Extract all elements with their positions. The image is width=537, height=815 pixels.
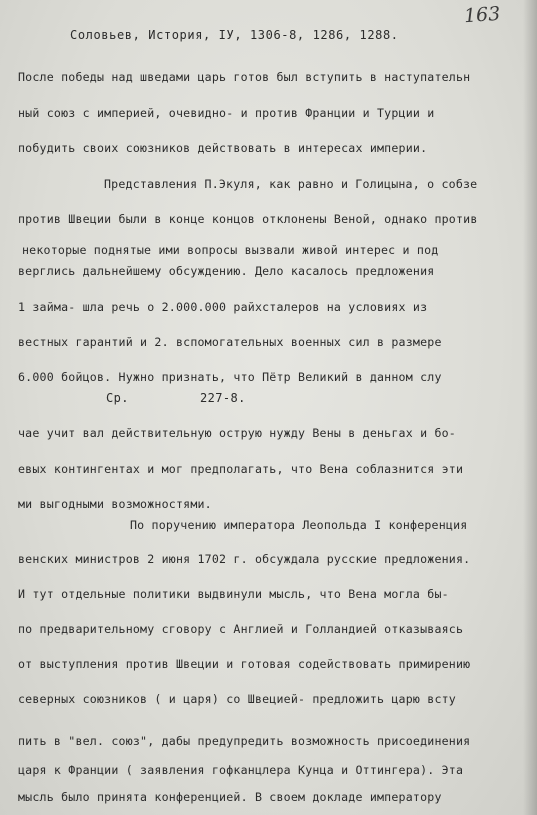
text-line: пить в "вел. союз", дабы предупредить возможность присоединения [18, 734, 471, 748]
text-line: северных союзников ( и царя) со Швецией- предложить царю всту [18, 692, 456, 706]
text-line: по предварительному сговору с Англией и Голландией отказываясь [18, 622, 464, 636]
text-line: По поручению императора Леопольда I конференция [130, 518, 468, 532]
text-line: И тут отдельные политики выдвинули мысль, что Вена могла бы- [18, 587, 449, 601]
reference-pages: 227-8. [200, 391, 246, 405]
text-line: некоторые поднятые ими вопросы вызвали живой интерес и под [22, 243, 439, 257]
source-heading: Соловьев, История, IУ, 1306-8, 1286, 1288. [70, 28, 399, 42]
text-line: 6.000 бойцов. Нужно признать, что Пётр Великий в данном слу [18, 370, 442, 384]
page-number: 163 [463, 2, 501, 28]
text-line: вестных гарантий и 2. вспомогательных военных сил в размере [18, 335, 442, 349]
text-line: венских министров 2 июня 1702 г. обсуждала русские предложения. [18, 552, 471, 566]
page-edge-shadow [523, 0, 537, 815]
text-line: ми выгодными возможностями. [18, 497, 212, 511]
text-line: верглись дальнейшему обсуждению. Дело касалось предложения [18, 264, 435, 278]
text-line: от выступления против Швеции и готовая содействовать примирению [18, 657, 471, 671]
text-line: мысль было принята конференцией. В своем докладе императору [18, 790, 442, 804]
text-line: евых контингентах и мог предполагать, что Вена соблазнится эти [18, 462, 464, 476]
text-line: 1 займа- шла речь о 2.000.000 райхсталеров на условиях из [18, 300, 428, 314]
text-line: царя к Франции ( заявления гофканцлера Кунца и Оттингера). Эта [18, 763, 464, 777]
text-line: После победы над шведами царь готов был вступить в наступательн [18, 70, 471, 84]
text-line: ный союз с империей, очевидно- и против Франции и Турции и [18, 106, 435, 120]
text-line: побудить своих союзников действовать в интересах империи. [18, 141, 428, 155]
text-line: Представления П.Экуля, как равно и Голицына, о собзе [104, 177, 478, 191]
reference-label: Ср. [106, 391, 129, 405]
text-line: чае учит вал действительную острую нужду Вены в деньгах и бо- [18, 426, 456, 440]
text-line: против Швеции были в конце концов отклонены Веной, однако против [18, 212, 478, 226]
